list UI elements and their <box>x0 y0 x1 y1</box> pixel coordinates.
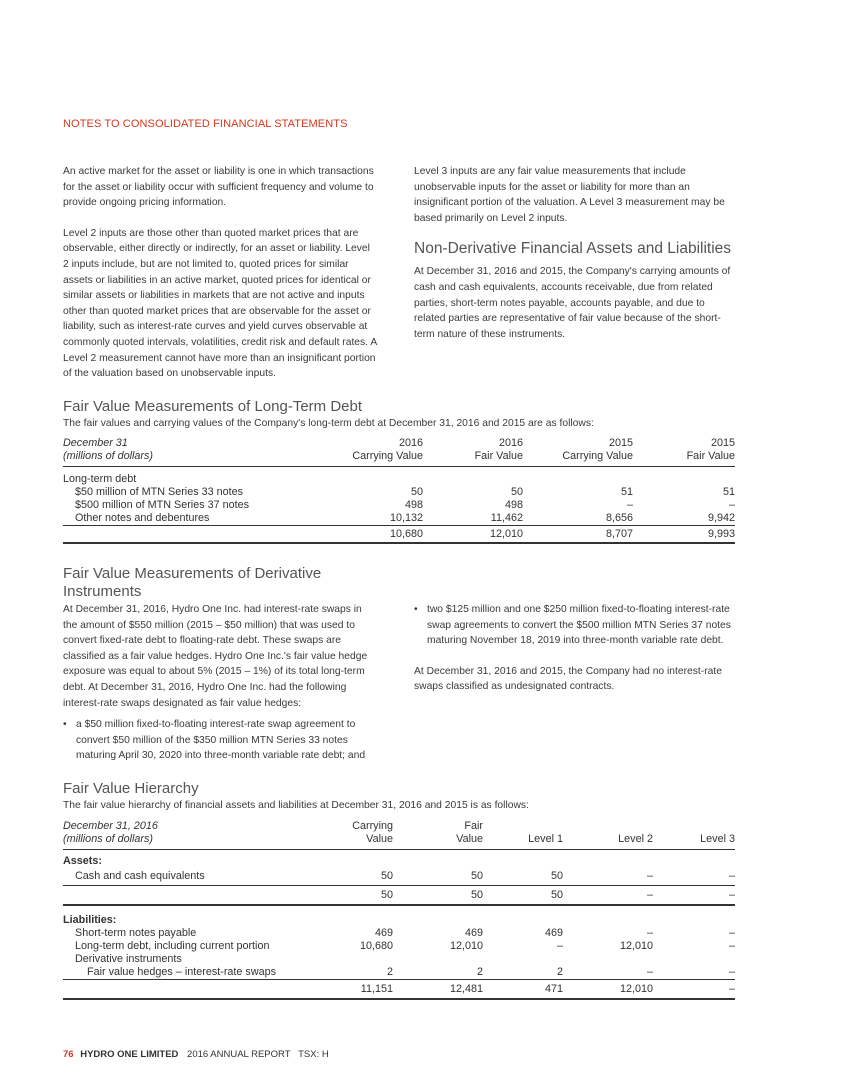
heading-line: Fair Value Measurements of Derivative <box>63 565 322 582</box>
hier-row-label: Short-term notes payable <box>75 927 197 939</box>
hier-total-cell: – <box>653 980 735 1000</box>
hier-cell: 469 <box>544 927 563 939</box>
hier-row-label: Long-term debt, including current portion <box>75 940 270 952</box>
hier-units-label: (millions of dollars) <box>63 833 313 850</box>
table-row <box>63 966 735 980</box>
ltd-cell: 11,462 <box>490 512 523 524</box>
ltd-row-label: $50 million of MTN Series 33 notes <box>75 486 244 498</box>
hier-cell: – <box>728 927 735 939</box>
ltd-total-cell: 12,010 <box>423 526 523 544</box>
ltd-total-cell: 10,680 <box>323 526 423 544</box>
hier-header-row-2 <box>63 833 735 850</box>
hier-cell: 50 <box>550 870 563 882</box>
hier-cell: 50 <box>470 870 483 882</box>
hier-cell: 469 <box>374 927 393 939</box>
heading-long-term-debt: Fair Value Measurements of Long-Term Debt <box>63 398 363 415</box>
hier-col-name: Level 1 <box>483 833 563 850</box>
heading-derivative-instruments <box>63 565 321 601</box>
paragraph-non-derivative: At December 31, 2016 and 2015, the Company's carrying amounts of cash and cash equivalents, accounts receivable, due from related parties, short-term notes payable, accounts payable, and due to related parties are representative of fair value because of the short-term nature of these instruments. <box>414 266 731 340</box>
ltd-row-label: Other notes and debentures <box>75 512 210 524</box>
report-label: 2016 ANNUAL REPORT TSX: H <box>187 1049 329 1060</box>
liabilities-label: Liabilities: <box>63 914 117 926</box>
hier-col-top: Fair <box>464 820 483 832</box>
bullet-mark: • <box>414 604 418 615</box>
total-row <box>63 980 735 1000</box>
hier-cell: 2 <box>476 966 483 978</box>
hier-total-cell: – <box>653 886 735 906</box>
ltd-units-label: (millions of dollars) <box>63 450 323 467</box>
hier-col-name: Level 3 <box>653 833 735 850</box>
left-column <box>63 164 378 382</box>
heading-fair-value-hierarchy: Fair Value Hierarchy <box>63 780 199 797</box>
heading-line: Instruments <box>63 583 142 600</box>
ltd-cell: 50 <box>510 486 523 498</box>
ltd-col-year: 2016 <box>398 437 423 449</box>
table-row <box>63 467 735 487</box>
right-column <box>414 164 734 342</box>
ltd-header-row-2 <box>63 450 735 467</box>
company-name: HYDRO ONE LIMITED <box>80 1049 179 1060</box>
ltd-intro: The fair values and carrying values of the Company's long-term debt at December 31, 2016 and 2015 are as follows: <box>63 418 594 429</box>
hier-col-name: Value <box>393 833 483 850</box>
ltd-col-year: 2015 <box>710 437 735 449</box>
table-row <box>63 927 735 940</box>
ltd-total-cell: 8,707 <box>523 526 633 544</box>
bullet-item <box>414 602 734 649</box>
hier-cell: – <box>646 870 653 882</box>
table-row <box>63 850 735 869</box>
derivative-instruments-label: Derivative instruments <box>75 953 182 965</box>
hier-cell: 10,680 <box>359 940 393 952</box>
table-row <box>63 940 735 953</box>
hier-total-cell: – <box>563 886 653 906</box>
ltd-header-row-1 <box>63 437 735 450</box>
ltd-cell: 9,942 <box>707 512 735 524</box>
hier-total-cell: 50 <box>483 886 563 906</box>
page-number: 76 <box>63 1049 74 1060</box>
hier-cell: – <box>728 940 735 952</box>
ltd-col-name: Carrying Value <box>523 450 633 467</box>
ltd-cell: – <box>626 499 633 511</box>
bullet-text: two $125 million and one $250 million fixed-to-floating interest-rate swap agreements to convert the $500 million MTN Series 37 notes maturing November 18, 2019 into three-month variable rate debt. <box>427 604 731 647</box>
table-row <box>63 905 735 927</box>
section-header: NOTES TO CONSOLIDATED FINANCIAL STATEMENTS <box>63 118 348 130</box>
page-footer <box>63 1049 329 1060</box>
hier-row-label: Cash and cash equivalents <box>75 870 205 882</box>
hier-total-cell: 50 <box>393 886 483 906</box>
hier-total-cell: 12,481 <box>393 980 483 1000</box>
hier-header-row-1 <box>63 820 735 833</box>
ltd-col-name: Fair Value <box>633 450 735 467</box>
paragraph-level-3: Level 3 inputs are any fair value measurements that include unobservable inputs for the asset or liability for more than an insignificant portion of the valuation. A Level 3 measurement may be based primarily on Level 2 inputs. <box>414 166 725 224</box>
hier-total-cell: 471 <box>483 980 563 1000</box>
ltd-cell: 50 <box>410 486 423 498</box>
ltd-cell: 498 <box>404 499 423 511</box>
table-row <box>63 486 735 499</box>
total-row <box>63 526 735 544</box>
hier-cell: 469 <box>464 927 483 939</box>
derivative-right-column <box>414 602 734 695</box>
table-row <box>63 953 735 966</box>
hier-col-name: Level 2 <box>563 833 653 850</box>
ltd-date-label: December 31 <box>63 437 128 449</box>
table-row <box>63 499 735 512</box>
assets-label: Assets: <box>63 855 103 867</box>
ltd-cell: 498 <box>504 499 523 511</box>
ltd-cell: 8,656 <box>605 512 633 524</box>
ltd-cell: 51 <box>620 486 633 498</box>
ltd-row-label: $500 million of MTN Series 37 notes <box>75 499 250 511</box>
heading-non-derivative: Non-Derivative Financial Assets and Liabilities <box>414 240 732 258</box>
hier-total-cell: 12,010 <box>563 980 653 1000</box>
paragraph-level-2: Level 2 inputs are those other than quoted market prices that are observable, either directly or indirectly, for an asset or liability. Level 2 inputs include, but are not limited to, quoted prices for similar assets or liabilities in an active market, quoted prices for identical or similar assets or liabilities in markets that are not active and inputs other than quoted market prices that are observable for the asset or liability, such as interest-rate curves and yield curves observable at commonly quoted intervals, volatilities, credit risk and default rates. A Level 2 measurement cannot have more than an insignificant portion of the valuation based on unobservable inputs. <box>63 227 377 380</box>
bullet-mark: • <box>63 719 67 731</box>
hier-col-name: Value <box>313 833 393 850</box>
hier-cell: – <box>728 870 735 882</box>
ltd-cell: – <box>728 499 735 511</box>
hier-cell: 50 <box>380 870 393 882</box>
ltd-col-name: Carrying Value <box>323 450 423 467</box>
table-row <box>63 868 735 886</box>
bullet-item <box>63 717 378 764</box>
ltd-group-label: Long-term debt <box>63 473 137 485</box>
ltd-cell: 51 <box>722 486 735 498</box>
hier-cell: 12,010 <box>449 940 483 952</box>
hier-cell: – <box>646 927 653 939</box>
paragraph-undesignated: At December 31, 2016 and 2015, the Company had no interest-rate swaps classified as undesignated contracts. <box>414 665 722 693</box>
fair-value-hierarchy-table <box>63 820 735 1000</box>
ltd-col-name: Fair Value <box>423 450 523 467</box>
table-row <box>63 512 735 526</box>
derivative-left-column <box>63 602 378 764</box>
ltd-col-year: 2015 <box>608 437 633 449</box>
ltd-cell: 10,132 <box>389 512 423 524</box>
paragraph-active-market: An active market for the asset or liability is one in which transactions for the asset or liability occur with sufficient frequency and volume to provide ongoing pricing information. <box>63 166 374 209</box>
total-row <box>63 886 735 906</box>
hier-cell: – <box>646 966 653 978</box>
hier-cell: 2 <box>386 966 393 978</box>
hier-total-cell: 50 <box>313 886 393 906</box>
paragraph-swaps: At December 31, 2016, Hydro One Inc. had interest-rate swaps in the amount of $550 million (2015 – $50 million) that was used to convert fixed-rate debt to floating-rate debt. These swaps are classified as a fair value hedges. Hydro One Inc.'s fair value hedge exposure was equal to about 5% (2015 – 1%) of its total long-term debt. At December 31, 2016, Hydro One Inc. had the following interest-rate swaps designated as fair value hedges: <box>63 604 368 709</box>
hierarchy-intro: The fair value hierarchy of financial assets and liabilities at December 31, 2016 and 2015 is as follows: <box>63 800 529 811</box>
hier-cell: – <box>728 966 735 978</box>
ltd-col-year: 2016 <box>498 437 523 449</box>
hier-cell: – <box>556 940 563 952</box>
hier-cell: 12,010 <box>619 940 653 952</box>
hier-col-top: Carrying <box>352 820 393 832</box>
hier-date-label: December 31, 2016 <box>63 820 158 832</box>
hier-total-cell: 11,151 <box>313 980 393 1000</box>
bullet-text: a $50 million fixed-to-floating interest-rate swap agreement to convert $50 million of the $350 million MTN Series 33 notes maturing April 30, 2020 into three-month variable rate debt; and <box>76 719 366 762</box>
ltd-total-cell: 9,993 <box>633 526 735 544</box>
long-term-debt-table <box>63 437 735 544</box>
hier-row-label: Fair value hedges – interest-rate swaps <box>87 966 277 978</box>
hier-cell: 2 <box>556 966 563 978</box>
